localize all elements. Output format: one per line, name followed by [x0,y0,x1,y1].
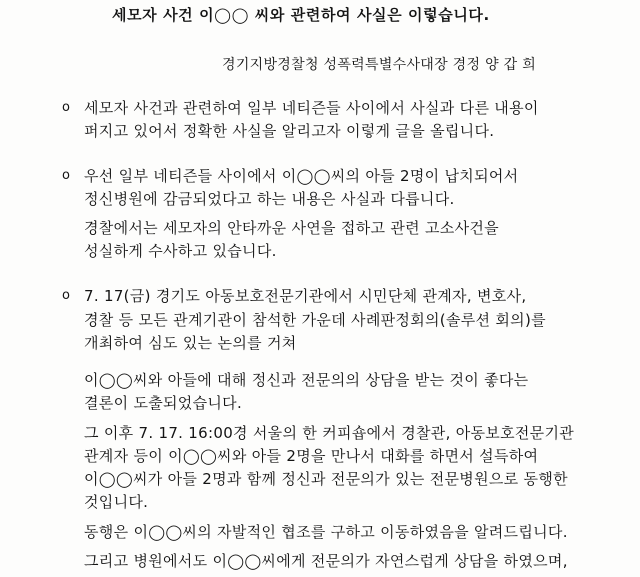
paragraph-line: 성실하게 수사하고 있습니다. [84,242,277,260]
paragraph-line: 7. 17(금) 경기도 아동보호전문기관에서 시민단체 관계자, 변호사, [84,287,527,305]
paragraph-line: 퍼지고 있어서 정확한 사실을 알리고자 이렇게 글을 올립니다. [84,122,495,140]
paragraph-line: 이◯◯씨가 아들 2명과 함께 정신과 전문의가 있는 전문병원으로 동행한 [84,470,568,488]
bullet-marker: o [62,168,70,183]
paragraph-line: 것입니다. [84,493,149,511]
bullet-marker: o [62,288,70,303]
bullet-marker: o [62,100,70,115]
paragraph-line: 그리고 병원에서도 이◯◯씨에게 전문의가 자연스럽게 상담을 하였으며, [84,552,568,570]
paragraph-line: 경찰 등 모든 관계기관이 참석한 가운데 사례판정회의(솔루션 회의)를 [84,311,546,329]
paragraph-line: 개최하여 심도 있는 논의를 거쳐 [84,334,297,352]
paragraph-line: 우선 일부 네티즌들 사이에서 이◯◯씨의 아들 2명이 납치되어서 [84,167,519,185]
paragraph-line: 관계자 등이 이◯◯씨와 아들 2명을 만나서 대화를 하면서 설득하여 [84,447,539,465]
paragraph-line: 동행은 이◯◯씨의 자발적인 협조를 구하고 이동하였음을 알려드립니다. [84,523,568,541]
paragraph-line: 그 이후 7. 17. 16:00경 서울의 한 커피숍에서 경찰관, 아동보호전문기관 [84,424,575,442]
document-title: 세모자 사건 이◯◯ 씨와 관련하여 사실은 이렇습니다. [112,6,490,24]
paragraph-line: 이◯◯씨와 아들에 대해 정신과 전문의의 상담을 받는 것이 좋다는 [84,371,529,389]
paragraph-line: 정신병원에 감금되었다고 하는 내용은 사실과 다릅니다. [84,190,455,208]
paragraph-line: 세모자 사건과 관련하여 일부 네티즌들 사이에서 사실과 다른 내용이 [84,99,539,117]
paragraph-line: 결론이 도출되었습니다. [84,394,243,412]
document-author: 경기지방경찰청 성폭력특별수사대장 경정 양 갑 희 [222,57,537,73]
paragraph-line: 경찰에서는 세모자의 안타까운 사연을 접하고 관련 고소사건을 [84,219,499,237]
